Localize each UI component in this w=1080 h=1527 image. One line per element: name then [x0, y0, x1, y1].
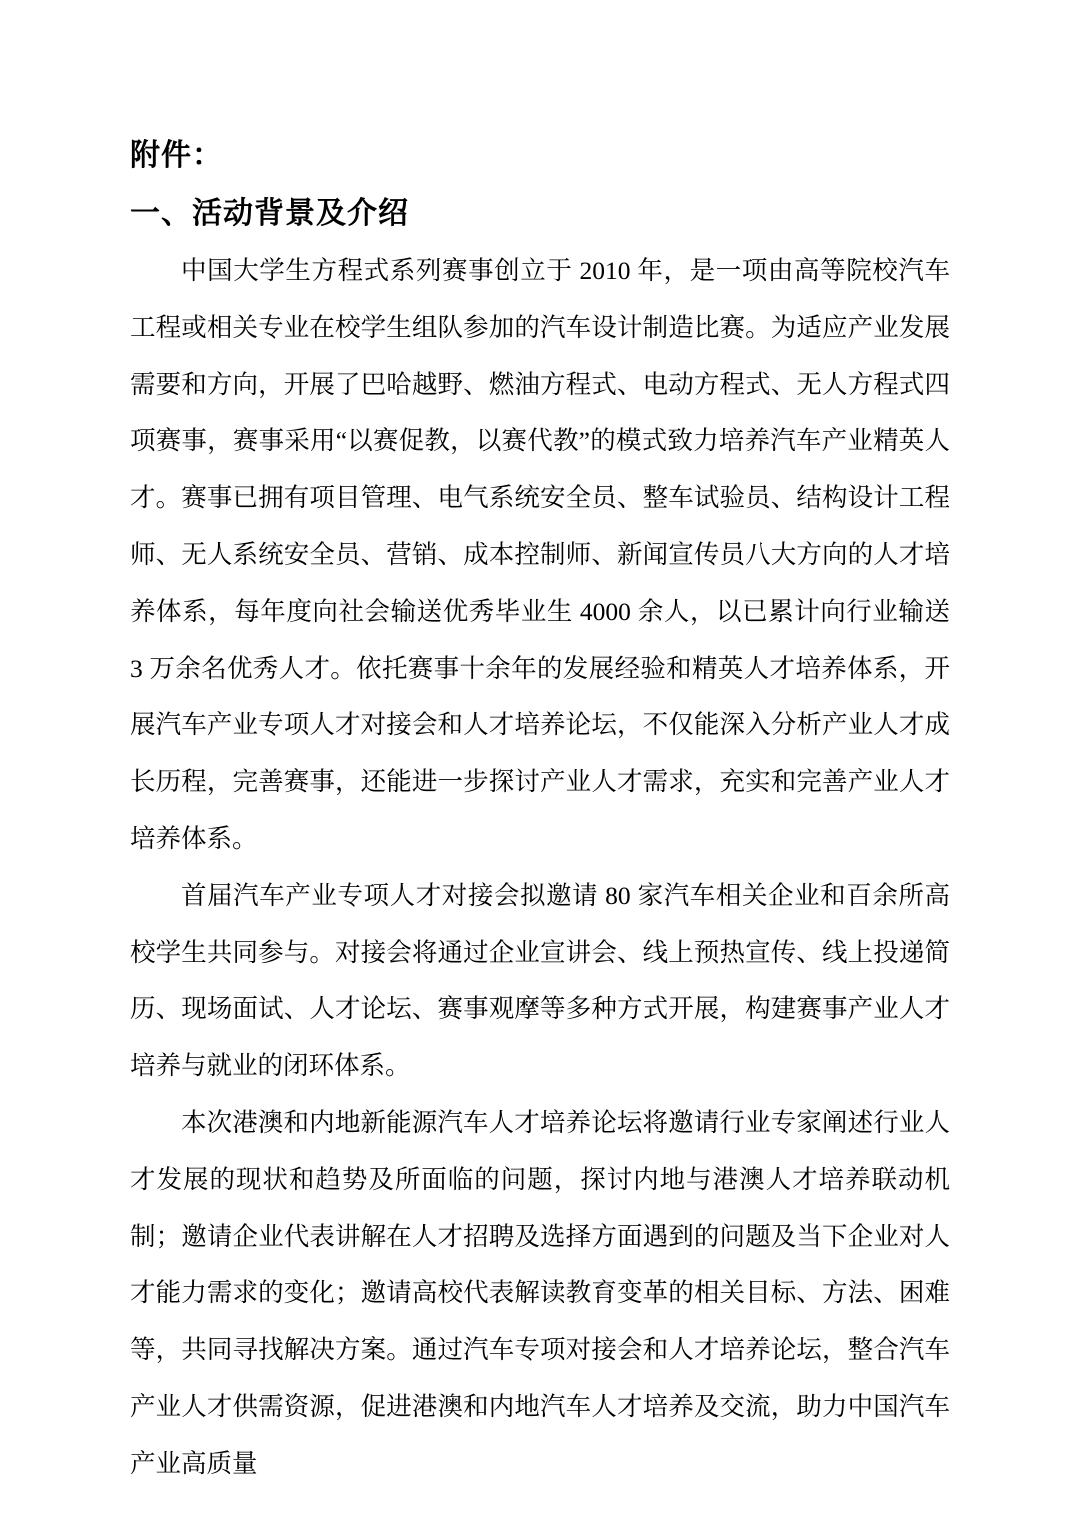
body-text — [130, 243, 950, 1493]
paragraph-2: 首届汽车产业专项人才对接会拟邀请 80 家汽车相关企业和百余所高校学生共同参与。对接会将通过企业宣讲会、线上预热宣传、线上投递简历、现场面试、人才论坛、赛事观摩等多种方式开展，构建赛事产业人才培养与就业的闭环体系。 — [130, 880, 950, 1081]
paragraph-3: 本次港澳和内地新能源汽车人才培养论坛将邀请行业专家阐述行业人才发展的现状和趋势及所面临的问题，探讨内地与港澳人才培养联动机制；邀请企业代表讲解在人才招聘及选择方面遇到的问题及当下企业对人才能力需求的变化；邀请高校代表解读教育变革的相关目标、方法、困难等，共同寻找解决方案。通过汽车专项对接会和人才培养论坛，整合汽车产业人才供需资源，促进港澳和内地汽车人才培养及交流，助力中国汽车产业高质量 — [130, 1107, 950, 1478]
paragraph-1: 中国大学生方程式系列赛事创立于 2010 年，是一项由高等院校汽车工程或相关专业在校学生组队参加的汽车设计制造比赛。为适应产业发展需要和方向，开展了巴哈越野、燃油方程式、电动方程式、无人方程式四项赛事，赛事采用“以赛促教，以赛代教”的模式致力培养汽车产业精英人才。赛事已拥有项目管理、电气系统安全员、整车试验员、结构设计工程师、无人系统安全员、营销、成本控制师、新闻宣传员八大方向的人才培养体系，每年度向社会输送优秀毕业生 4000 余人，以已累计向行业输送 3 万余名优秀人才。依托赛事十余年的发展经验和精英人才培养体系，开展汽车产业专项人才对接会和人才培养论坛，不仅能深入分析产业人才成长历程，完善赛事，还能进一步探讨产业人才需求，充实和完善产业人才培养体系。 — [130, 256, 950, 853]
section-heading: 一、活动背景及介绍 — [130, 197, 409, 230]
attachment-label: 附件： — [130, 139, 223, 172]
